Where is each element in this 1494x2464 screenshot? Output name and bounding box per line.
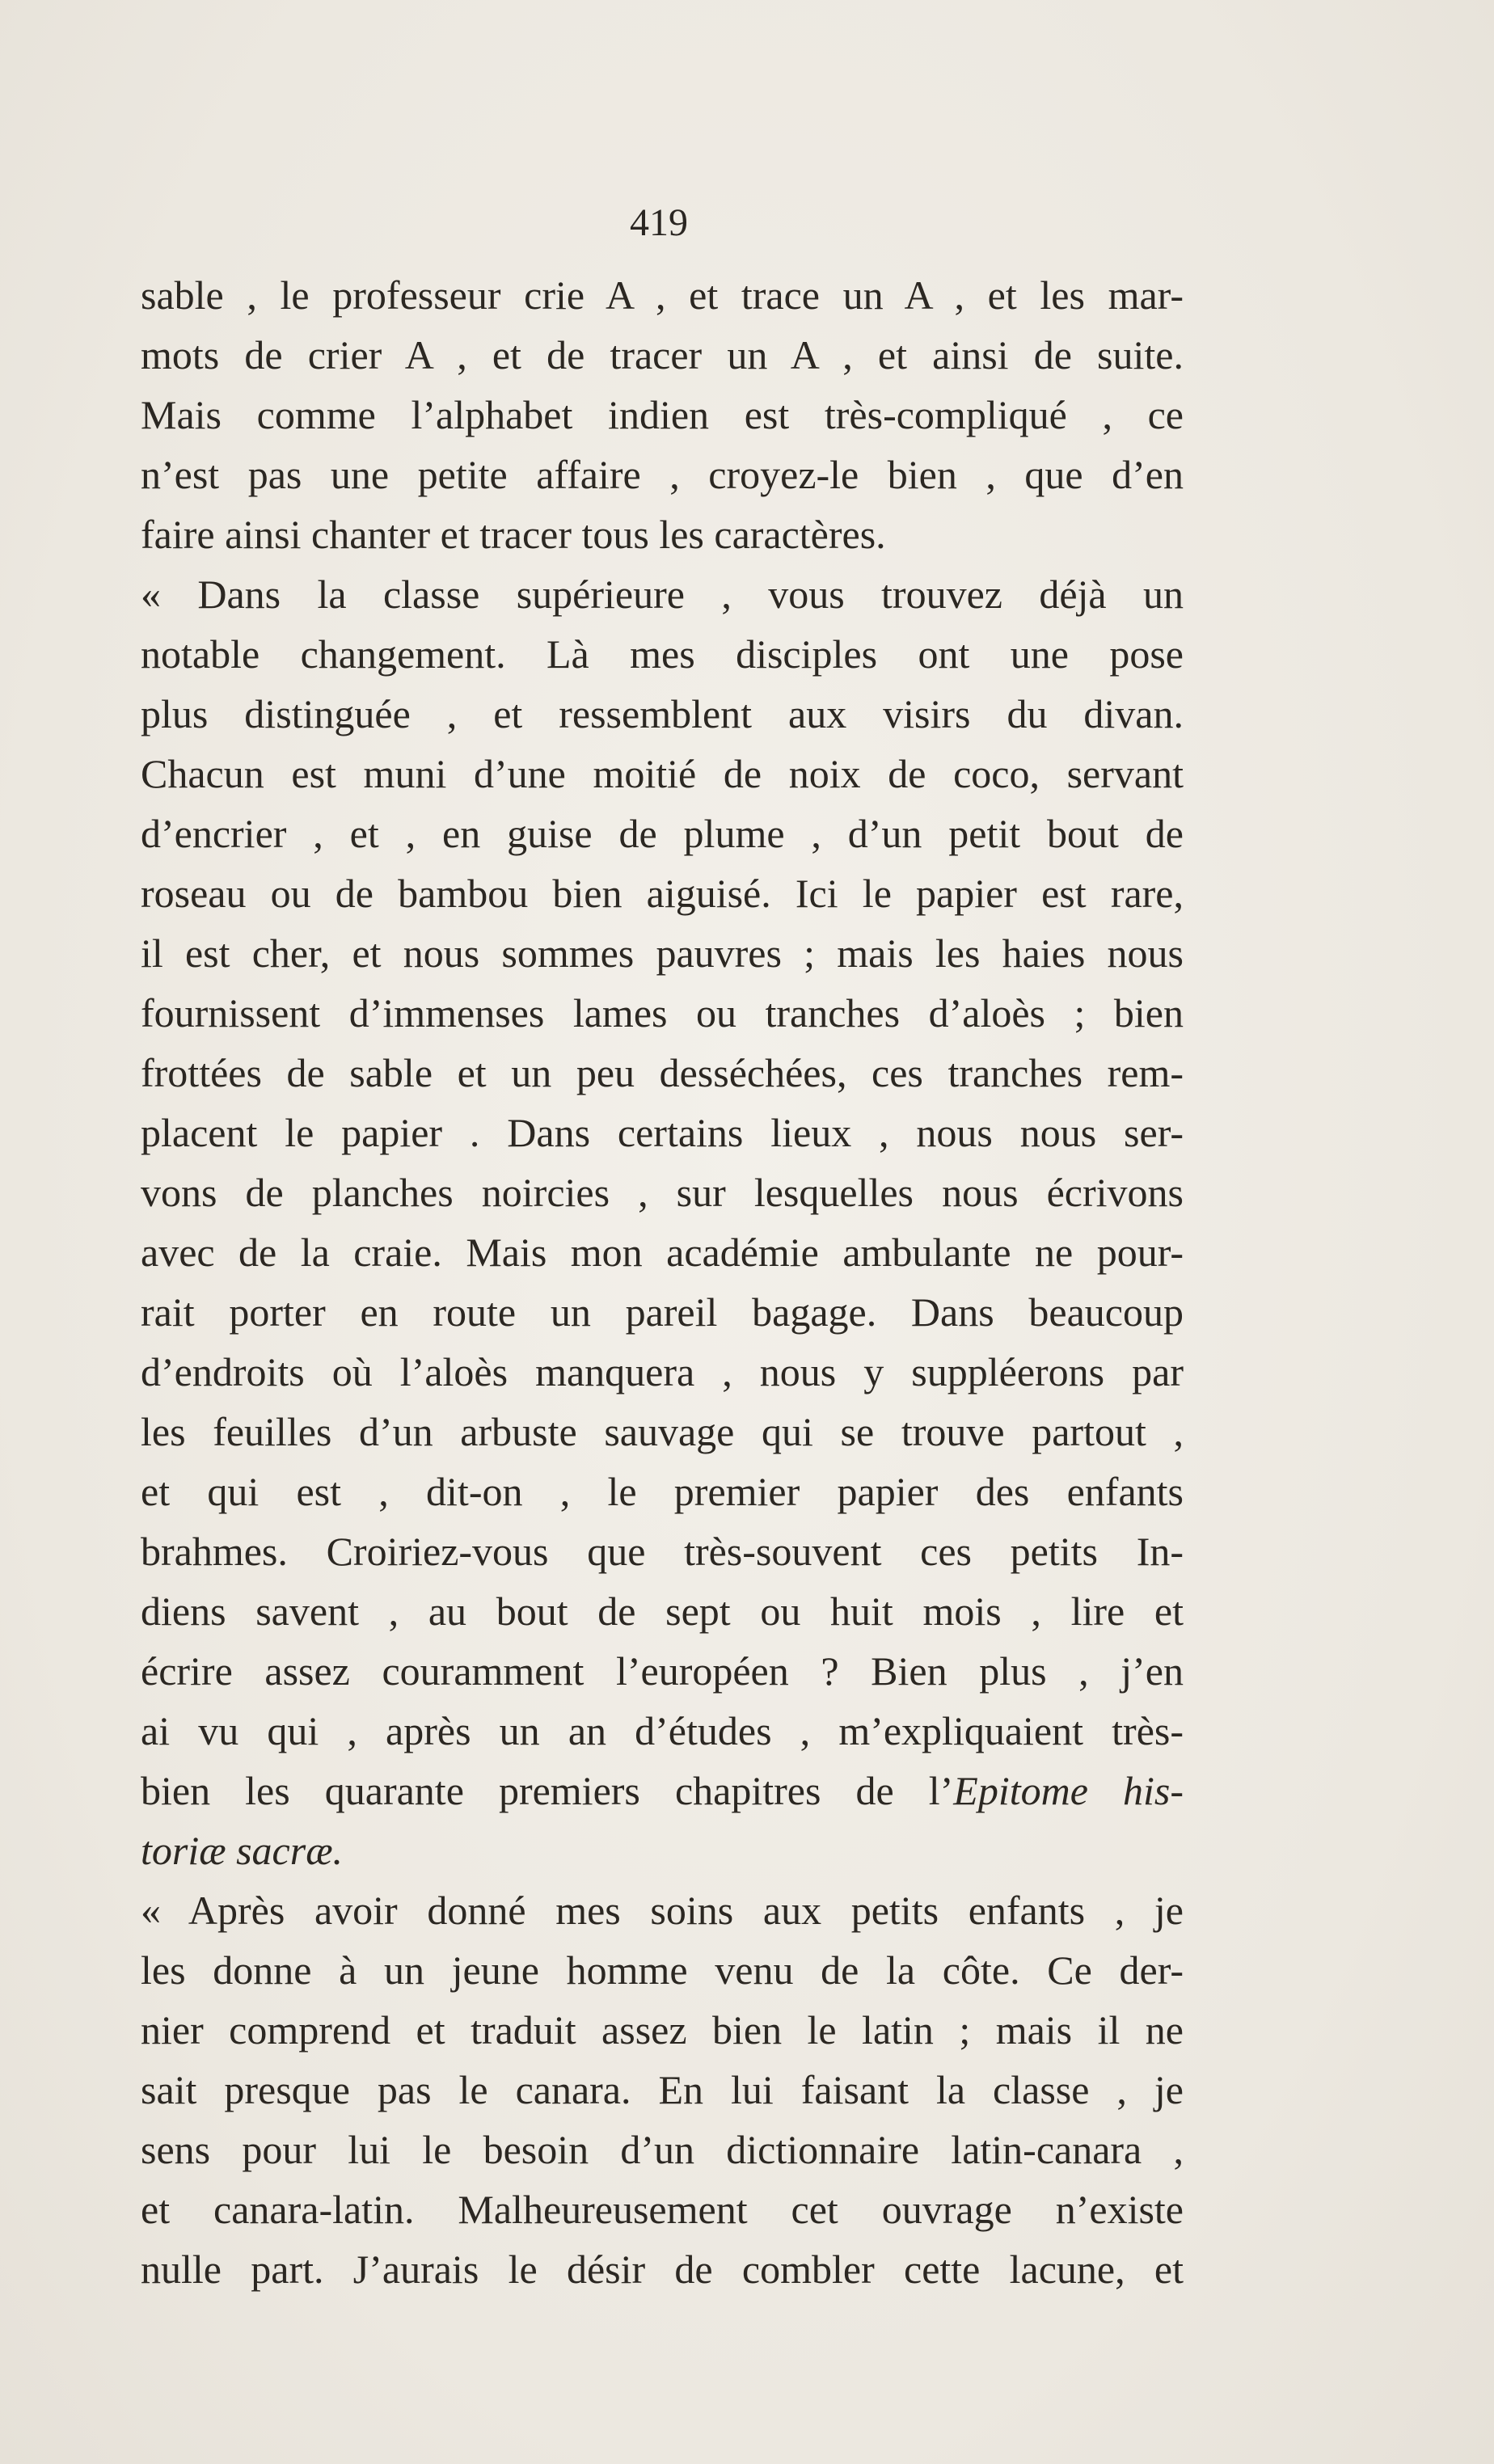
- text-line: placent le papier . Dans certains lieux , nous nous ser-: [141, 1110, 1184, 1155]
- italic-title: Epitome his-: [953, 1768, 1184, 1813]
- text-line-with-italic: [141, 1761, 1184, 1821]
- text-line: avec de la craie. Mais mon académie ambulante ne pour-: [141, 1230, 1184, 1275]
- text-line: plus distinguée , et ressemblent aux visirs du divan.: [141, 691, 1184, 736]
- text-line: vons de planches noircies , sur lesquelles nous écrivons: [141, 1170, 1184, 1215]
- text-line: diens savent , au bout de sept ou huit mois , lire et: [141, 1589, 1184, 1634]
- text-line: roseau ou de bambou bien aiguisé. Ici le papier est rare,: [141, 871, 1184, 916]
- text-line: « Après avoir donné mes soins aux petits enfants , je: [141, 1888, 1184, 1933]
- text-line: « Dans la classe supérieure , vous trouvez déjà un: [141, 572, 1184, 617]
- text-line: brahmes. Croiriez-vous que très-souvent ces petits In-: [141, 1529, 1184, 1574]
- text-line: et canara-latin. Malheureusement cet ouvrage n’existe: [141, 2187, 1184, 2232]
- text-line-italic: [141, 1821, 1184, 1880]
- text-line: sable , le professeur crie A , et trace un A , et les mar-: [141, 272, 1184, 318]
- italic-title: toriæ sacræ.: [141, 1828, 344, 1873]
- text-line: faire ainsi chanter et tracer tous les caractères.: [141, 512, 886, 557]
- text-line: d’encrier , et , en guise de plume , d’un petit bout de: [141, 811, 1184, 856]
- text-line: les donne à un jeune homme venu de la côte. Ce der-: [141, 1947, 1184, 1993]
- text-line: n’est pas une petite affaire , croyez-le bien , que d’en: [141, 452, 1184, 497]
- text-line: sens pour lui le besoin d’un dictionnaire latin-canara ,: [141, 2127, 1184, 2172]
- text-line: d’endroits où l’aloès manquera , nous y suppléerons par: [141, 1349, 1184, 1394]
- text-line: nier comprend et traduit assez bien le latin ; mais il ne: [141, 2007, 1184, 2053]
- text-segment: bien les quarante premiers chapitres de l’: [141, 1768, 954, 1813]
- text-line: nulle part. J’aurais le désir de combler cette lacune, et: [141, 2247, 1184, 2292]
- text-line: il est cher, et nous sommes pauvres ; mais les haies nous: [141, 930, 1184, 976]
- text-line: Mais comme l’alphabet indien est très-compliqué , ce: [141, 392, 1184, 437]
- text-line: Chacun est muni d’une moitié de noix de coco, servant: [141, 751, 1184, 796]
- text-line: mots de crier A , et de tracer un A , et ainsi de suite.: [141, 332, 1184, 378]
- text-line: ai vu qui , après un an d’études , m’expliquaient très-: [141, 1708, 1184, 1753]
- text-line: rait porter en route un pareil bagage. Dans beaucoup: [141, 1289, 1184, 1335]
- text-line: et qui est , dit-on , le premier papier des enfants: [141, 1469, 1184, 1514]
- text-line: les feuilles d’un arbuste sauvage qui se trouve partout ,: [141, 1409, 1184, 1454]
- text-line: fournissent d’immenses lames ou tranches d’aloès ; bien: [141, 990, 1184, 1036]
- page-number: 419: [630, 201, 688, 244]
- text-line: notable changement. Là mes disciples ont une pose: [141, 631, 1184, 677]
- text-line: frottées de sable et un peu desséchées, ces tranches rem-: [141, 1050, 1184, 1095]
- body-text: [141, 265, 1184, 2299]
- text-line: sait presque pas le canara. En lui faisant la classe , je: [141, 2067, 1184, 2112]
- text-line: écrire assez couramment l’européen ? Bien plus , j’en: [141, 1648, 1184, 1694]
